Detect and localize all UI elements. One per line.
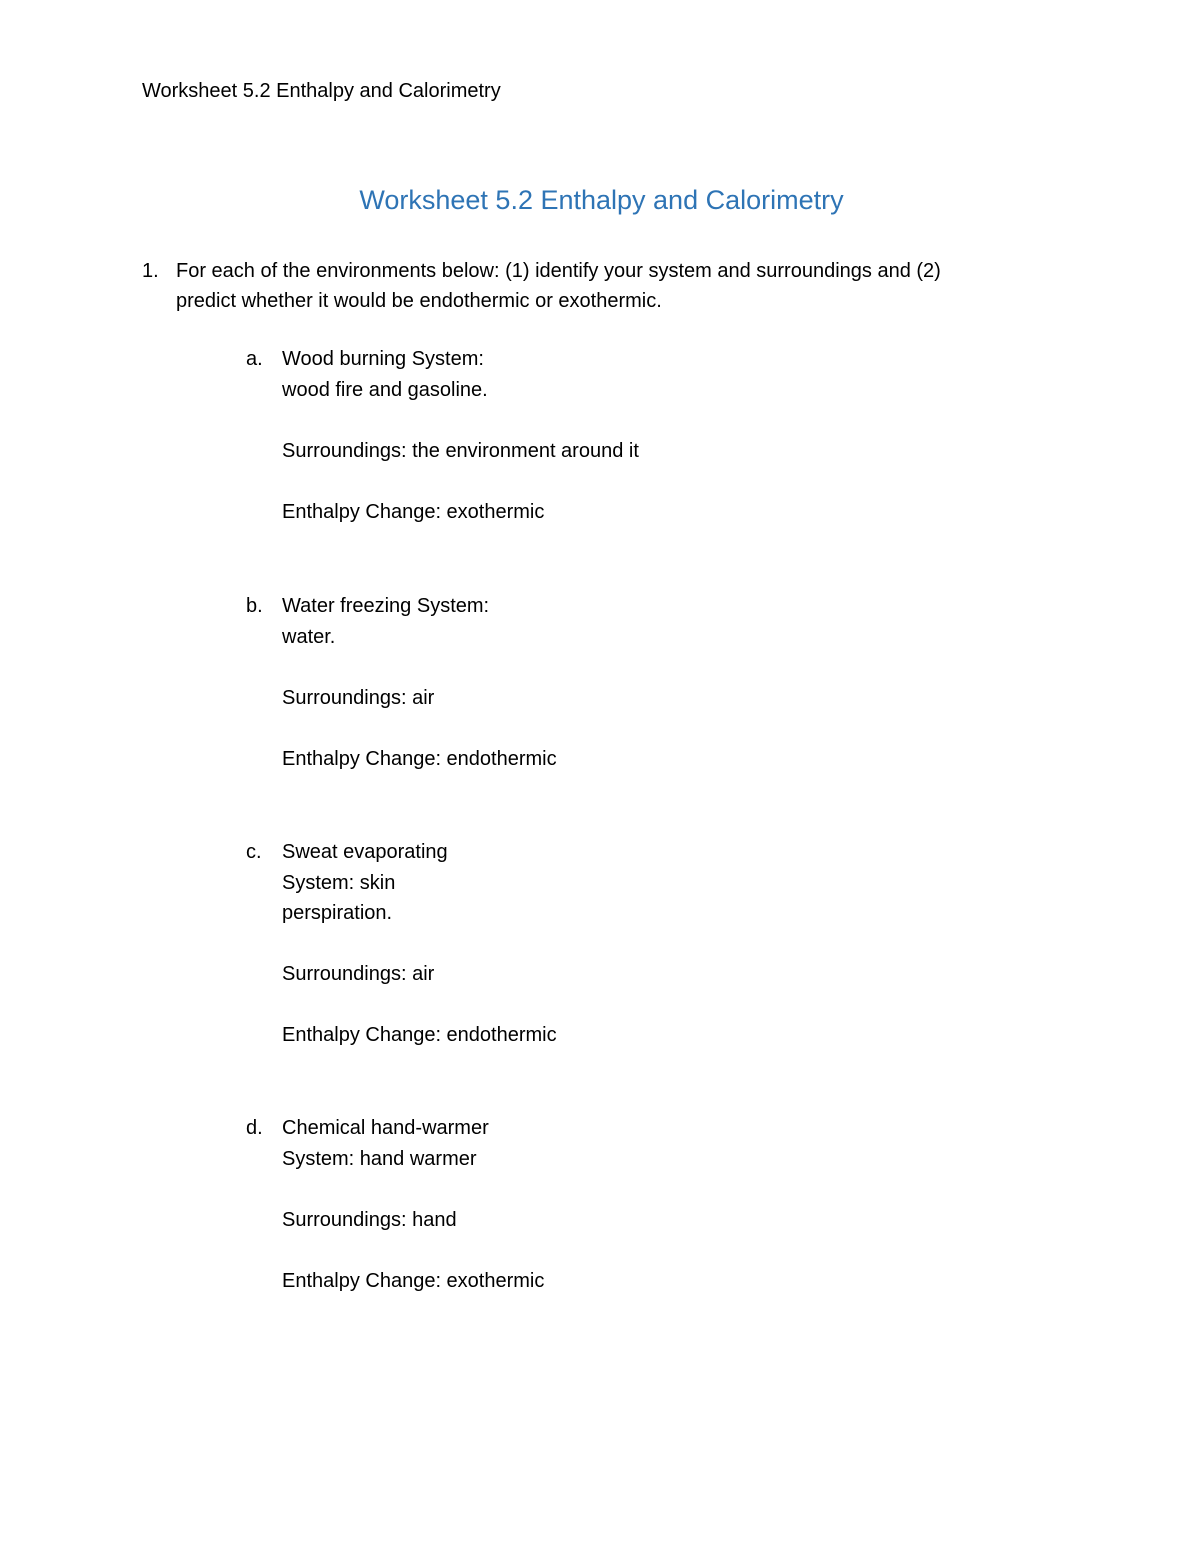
item-surroundings: Surroundings: hand (282, 1208, 457, 1231)
running-header: Worksheet 5.2 Enthalpy and Calorimetry (142, 80, 501, 102)
item-letter: c. (246, 841, 262, 863)
item-surroundings: Surroundings: air (282, 686, 435, 709)
item-surroundings: Surroundings: air (282, 963, 435, 985)
question-number: 1. (142, 260, 159, 282)
question-line-2: predict whether it would be endothermic or exothermic. (176, 290, 662, 312)
list-item-d (246, 1113, 946, 1296)
item-letter: b. (246, 595, 263, 617)
item-system-line: Water freezing System: (282, 595, 490, 617)
item-enthalpy-change: Enthalpy Change: exothermic (282, 500, 545, 523)
item-system-line: Chemical hand-warmer (282, 1117, 489, 1139)
item-system-line: perspiration. (282, 902, 393, 924)
item-system-line: Sweat evaporating (282, 841, 448, 863)
question-line-1: For each of the environments below: (1) identify your system and surroundings and (2) (176, 260, 941, 282)
item-letter: d. (246, 1117, 263, 1139)
item-enthalpy-change: Enthalpy Change: endothermic (282, 747, 557, 770)
item-surroundings: Surroundings: the environment around it (282, 439, 639, 462)
item-system-line: System: hand warmer (282, 1147, 477, 1170)
list-item-b (246, 591, 946, 774)
item-system-line: wood fire and gasoline. (282, 378, 488, 401)
item-letter: a. (246, 348, 263, 370)
list-item-c (246, 837, 946, 1051)
document-title: Worksheet 5.2 Enthalpy and Calorimetry (359, 185, 844, 215)
item-enthalpy-change: Enthalpy Change: endothermic (282, 1024, 557, 1046)
list-item-a (246, 344, 946, 527)
item-system-line: water. (282, 625, 336, 648)
item-system-line: System: skin (282, 871, 396, 894)
item-enthalpy-change: Enthalpy Change: exothermic (282, 1269, 545, 1292)
question-prompt (176, 256, 1056, 316)
item-system-line: Wood burning System: (282, 348, 484, 370)
